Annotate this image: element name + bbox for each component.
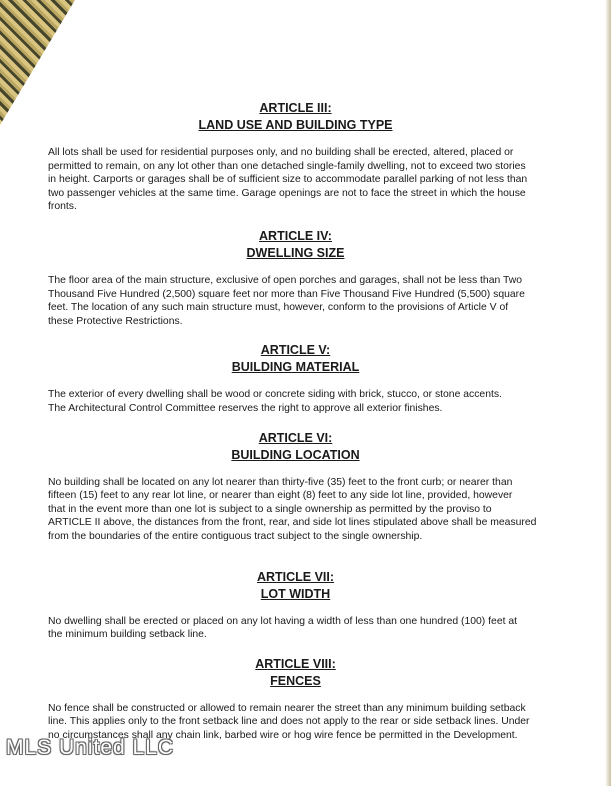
article-text: [48, 388, 543, 415]
article-7: [48, 569, 543, 642]
text-line: ARTICLE II above, the distances from the front, rear, and side lot lines stipulated above shall be measured: [48, 517, 537, 529]
text-line: Thousand Five Hundred (2,500) square feet nor more than Five Thousand Five Hundred (5,500) square: [48, 288, 525, 300]
article-8: [48, 656, 543, 743]
article-text: [48, 146, 543, 214]
article-subtitle: LAND USE AND BUILDING TYPE: [198, 118, 393, 132]
text-line: in height. Carports or garages shall be of sufficient size to accommodate parallel parking of not less than: [48, 174, 528, 186]
document-body: [48, 100, 543, 742]
text-line: No building shall be located on any lot nearer than thirty-five (35) feet to the front curb; or nearer than: [48, 476, 513, 488]
text-line: The floor area of the main structure, exclusive of open porches and garages, shall not be less than Two: [48, 274, 523, 286]
text-line: line. This applies only to the front setback line and does not apply to the rear or side setback lines. Under: [48, 716, 530, 728]
article-text: [48, 274, 543, 328]
text-line: fifteen (15) feet to any rear lot line, or nearer than eight (8) feet to any side lot line, provided, however: [48, 490, 513, 502]
text-line: All lots shall be used for residential purposes only, and no building shall be erected, altered, placed or: [48, 147, 514, 158]
article-text: [48, 615, 543, 642]
text-line: the minimum building setback line.: [48, 629, 207, 641]
text-line: The exterior of every dwelling shall be wood or concrete siding with brick, stucco, or stone accents.: [48, 389, 502, 401]
article-subtitle: BUILDING LOCATION: [231, 447, 360, 462]
article-subtitle: BUILDING MATERIAL: [231, 360, 360, 375]
text-line: no circumstances shall any chain link, barbed wire or hog wire fence be permitted in the Development.: [48, 729, 518, 741]
article-title: ARTICLE VI:: [258, 430, 333, 445]
article-text: [48, 476, 543, 544]
article-4: [48, 228, 543, 328]
text-line: No dwelling shall be erected or placed on any lot having a width of less than one hundred (100) feet at: [48, 615, 518, 627]
article-5: [48, 342, 543, 415]
article-subtitle: DWELLING SIZE: [246, 245, 345, 260]
text-line: two passenger vehicles at the same time. Garage openings are not to face the street in which the house: [48, 187, 526, 199]
text-line: feet. The location of any such main structure must, however, conform to the provisions of Article V of: [48, 302, 509, 314]
article-title: ARTICLE IV:: [259, 228, 332, 243]
text-line: that in the event more than one lot is subject to a single ownership as permitted by the proviso to: [48, 503, 492, 515]
article-title: ARTICLE V:: [260, 343, 331, 358]
article-title: ARTICLE VIII:: [255, 656, 336, 671]
article-title: ARTICLE III:: [259, 101, 332, 115]
text-line: fronts.: [48, 201, 77, 213]
article-title: ARTICLE VII:: [256, 569, 335, 584]
text-line: The Architectural Control Committee reserves the right to approve all exterior finishes.: [48, 402, 443, 414]
text-line: permitted to remain, on any lot other than one detached single-family dwelling, not to exceed two stories: [48, 160, 526, 172]
article-6: [48, 430, 543, 544]
article-subtitle: LOT WIDTH: [260, 586, 331, 601]
text-line: No fence shall be constructed or allowed to remain nearer the street than any minimum building setback: [48, 702, 526, 714]
article-3: [48, 100, 543, 214]
text-line: these Protective Restrictions.: [48, 315, 183, 327]
page-edge-shadow: [605, 0, 611, 786]
article-subtitle: FENCES: [270, 673, 321, 688]
text-line: from the boundaries of the entire contiguous tract subject to the single ownership.: [48, 530, 423, 542]
watermark: MLS United LLC: [6, 736, 175, 759]
